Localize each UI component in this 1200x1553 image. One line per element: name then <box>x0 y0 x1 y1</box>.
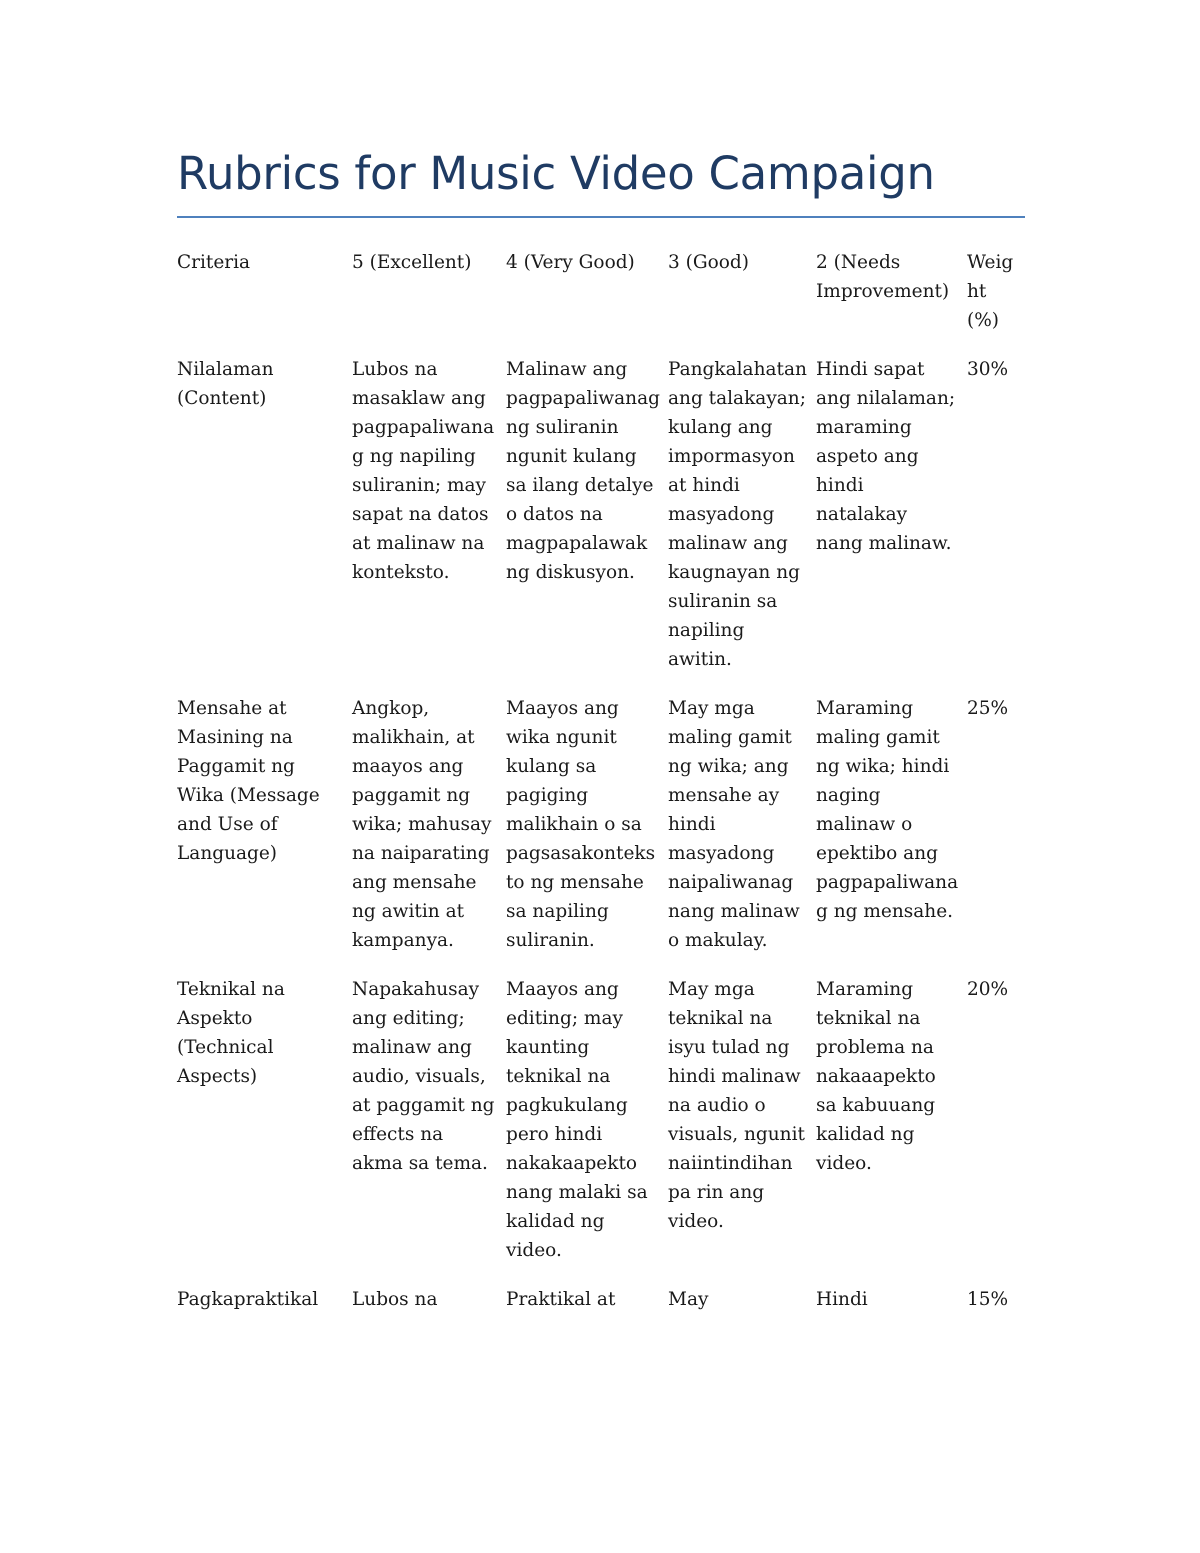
cell-very-good: Maayos ang wika ngunit kulang sa pagiging malikhain o sa pagsasakonteksto ng mensahe sa napiling suliranin. <box>506 698 656 951</box>
table-row <box>177 975 1025 1285</box>
cell-excellent: Napakahusay ang editing; malinaw ang audio, visuals, at paggamit ng effects na akma sa tema. <box>352 979 495 1174</box>
cell-weight: 30% <box>967 359 1009 380</box>
table-header-row <box>177 248 1025 355</box>
document-page <box>177 140 1025 1334</box>
cell-good: Pangkalahatan ang talakayan; kulang ang impormasyon at hindi masyadong malinaw ang kaugnayan ng suliranin sa napiling awitin. <box>668 359 807 670</box>
header-weight: Weight (%) <box>967 252 1014 331</box>
header-very-good: 4 (Very Good) <box>506 252 635 273</box>
table-row <box>177 355 1025 694</box>
cell-good: May mga maling gamit ng wika; ang mensahe ay hindi masyadong naipaliwanag nang malinaw o makulay. <box>668 698 800 951</box>
cell-criteria: Pagkapraktikal <box>177 1289 319 1310</box>
table-row <box>177 1285 1025 1334</box>
cell-needs-improvement: Hindi <box>816 1289 868 1310</box>
header-excellent: 5 (Excellent) <box>352 252 472 273</box>
header-good: 3 (Good) <box>668 252 749 273</box>
cell-weight: 20% <box>967 979 1009 1000</box>
header-criteria: Criteria <box>177 252 251 273</box>
cell-needs-improvement: Maraming maling gamit ng wika; hindi naging malinaw o epektibo ang pagpapaliwanag ng mensahe. <box>816 698 959 922</box>
cell-needs-improvement: Maraming teknikal na problema na nakaaapekto sa kabuuang kalidad ng video. <box>816 979 936 1174</box>
cell-weight: 15% <box>967 1289 1009 1310</box>
cell-criteria: Nilalaman (Content) <box>177 359 274 409</box>
cell-very-good: Malinaw ang pagpapaliwanag ng suliranin ngunit kulang sa ilang detalye o datos na magpapalawak ng diskusyon. <box>506 359 660 583</box>
cell-criteria: Teknikal na Aspekto (Technical Aspects) <box>177 979 285 1087</box>
cell-needs-improvement: Hindi sapat ang nilalaman; maraming aspeto ang hindi natalakay nang malinaw. <box>816 359 956 554</box>
cell-good: May mga teknikal na isyu tulad ng hindi malinaw na audio o visuals, ngunit naiintindihan pa rin ang video. <box>668 979 805 1232</box>
cell-very-good: Praktikal at <box>506 1289 616 1310</box>
cell-criteria: Mensahe at Masining na Paggamit ng Wika (Message and Use of Language) <box>177 698 320 864</box>
cell-good: May <box>668 1289 709 1310</box>
rubric-table <box>177 248 1025 1334</box>
header-needs-improvement: 2 (Needs Improvement) <box>816 252 950 302</box>
cell-very-good: Maayos ang editing; may kaunting teknikal na pagkukulang pero hindi nakakaapekto nang malaki sa kalidad ng video. <box>506 979 648 1261</box>
cell-excellent: Lubos na masaklaw ang pagpapaliwanag ng napiling suliranin; may sapat na datos at malinaw na konteksto. <box>352 359 495 583</box>
document-title: Rubrics for Music Video Campaign <box>177 140 1025 218</box>
cell-excellent: Angkop, malikhain, at maayos ang paggamit ng wika; mahusay na naiparating ang mensahe ng awitin at kampanya. <box>352 698 492 951</box>
cell-excellent: Lubos na <box>352 1289 438 1310</box>
cell-weight: 25% <box>967 698 1009 719</box>
table-row <box>177 694 1025 975</box>
